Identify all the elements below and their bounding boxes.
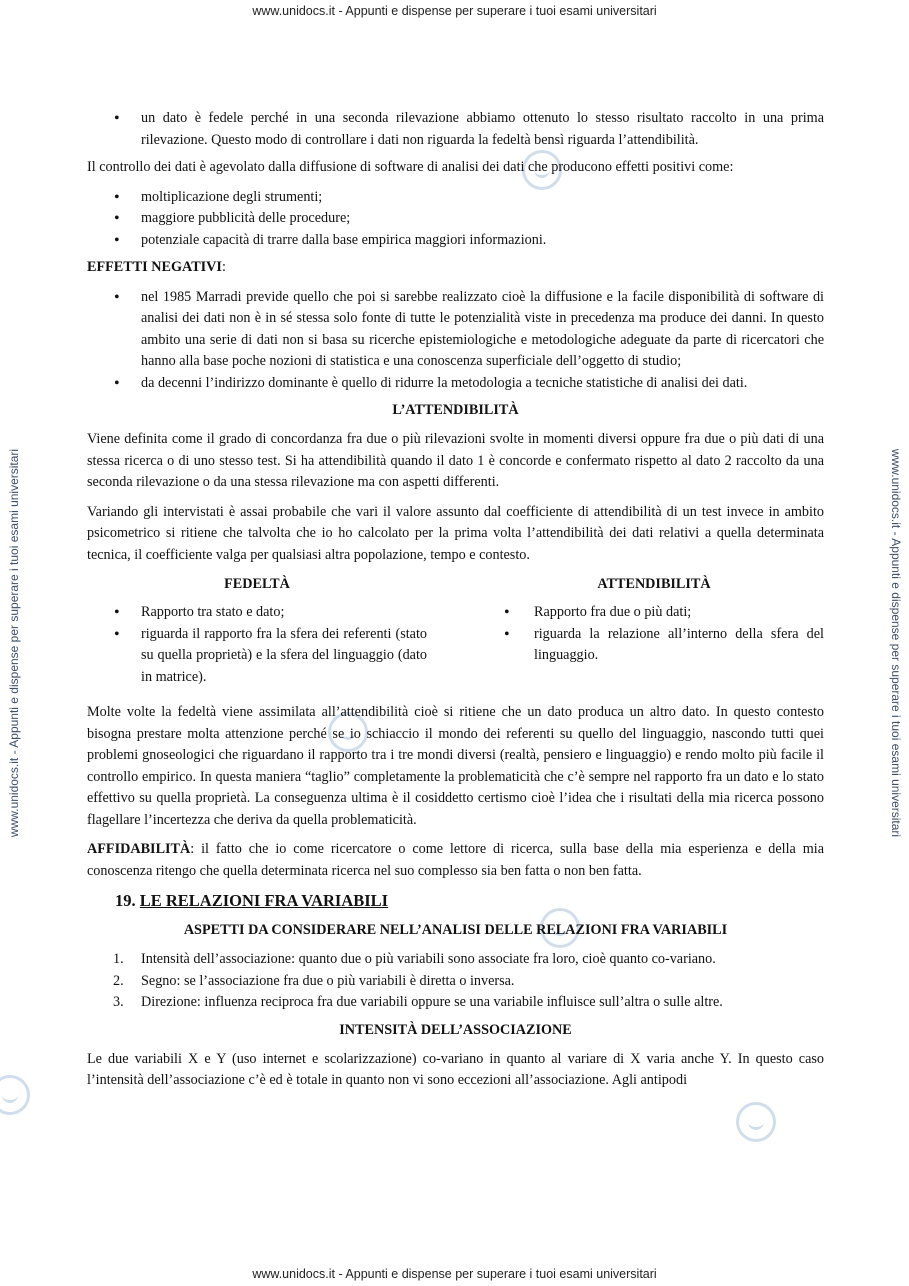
attendibilita-paragraph-1: Viene definita come il grado di concordanza fra due o più rilevazioni svolte in momenti diversi oppure fra due o più dati di una stessa ricerca o di uno stesso test. Si ha attendibilità quando il dato 1 è concorde e confermato rispetto al dato 2 raccolto da una seconda rilevazione o da una stessa rilevazione ma con aspetti differenti. xyxy=(87,431,824,490)
list-item: • Rapporto tra stato e dato; xyxy=(87,602,427,624)
negative-effects-heading xyxy=(87,257,824,279)
list-item xyxy=(87,992,824,1014)
list-item xyxy=(87,971,824,993)
affidabilita-text: : il fatto che io come ricercatore o come lettore di ricerca, sulla base della mia esperienza e della mia conoscenza ritengo che quella determinata ricerca nel suo complesso sia ben fatta o non ben fatta. xyxy=(87,841,824,879)
section-19-title xyxy=(115,890,824,912)
list-item: • potenziale capacità di trarre dalla base empirica maggiori informazioni. xyxy=(87,230,824,252)
list-number: 1. xyxy=(113,951,124,967)
section-number: 19. xyxy=(115,891,136,910)
software-paragraph: Il controllo dei dati è agevolato dalla diffusione di software di analisi dei dati che producono effetti positivi come: xyxy=(87,159,734,175)
list-item: • Rapporto fra due o più dati; xyxy=(484,602,824,624)
list-item: • nel 1985 Marradi previde quello che poi si sarebbe realizzato cioè la diffusione e la facile disponibilità di software di analisi dei dati non è in sé stessa solo fonte di tutte le potenzialità viste in precedenza ma produce dei danni. In questo ambito una serie di dati non si basa su ricerche epistemiologiche e metodologiche adeguate da parte di ricercatori che hanno alla base poche nozioni di statistica e una conoscenza superficiale dell’oggetto di studio; xyxy=(87,287,824,373)
watermark-logo-icon xyxy=(0,1075,30,1115)
list-number: 2. xyxy=(113,972,124,989)
list-item: • un dato è fedele perché in una seconda rilevazione abbiamo ottenuto lo stesso risultato raccolto in una prima rilevazione. Questo modo di controllare i dati non riguarda la fedeltà bensì riguarda l’attendibilità. xyxy=(87,108,824,151)
fedelta-attendibilita-paragraph: Molte volte la fedeltà viene assimilata all’attendibilità cioè si ritiene che un dato produca un altro dato. In questo contesto bisogna prestare molta attenzione perché se io schiaccio il mondo dei referenti su quello del linguaggio, nascondo tutti quei problemi gnoseologici che riguardano il rapporto tra i tre mondi diversi (realtà, pensiero e linguaggio) e rendo molto più facile il controllo empirico. In questa maniera “taglio” completamente la problematicità che c’è sempre nel rapporto fra un dato e lo stato effettivo su quella proprietà. La conseguenza ultima è il cosiddetto certismo cioè l’idea che i risultati della mia ricerca possono flagellare l’incertezza che deriva da quella problematicità. xyxy=(87,704,824,828)
list-text: Intensità dell’associazione: quanto due o più variabili sono associate fra loro, cioè quanto co-variano. xyxy=(141,951,716,967)
intensita-heading: INTENSITÀ DELL’ASSOCIAZIONE xyxy=(339,1021,572,1038)
negative-effects-colon: : xyxy=(221,259,226,275)
attendibilita-paragraph-2: Variando gli intervistati è assai probabile che vari il valore assunto dal coefficiente di attendibilità di un test invece in ambito psicometrico si ritiene che talvolta che io ho calcolato per la prima volta l’attendibilità dei dati relativi a quella determinata tecnica, il coefficiente valga per qualsiasi altra popolazione, tempo e contesto. xyxy=(87,503,824,563)
affidabilita-paragraph xyxy=(87,839,824,882)
list-item: • maggiore pubblicità delle procedure; xyxy=(87,208,824,230)
list-item: • da decenni l’indirizzo dominante è quello di ridurre la metodologia a tecniche statistiche di analisi dei dati. xyxy=(87,373,824,395)
aspetti-list xyxy=(87,949,824,1014)
list-item: • riguarda la relazione all’interno della sfera del linguaggio. xyxy=(484,624,824,667)
page-header-watermark: www.unidocs.it - Appunti e dispense per superare i tuoi esami universitari xyxy=(252,4,657,18)
negative-effects-list xyxy=(87,287,824,395)
section-title-text: LE RELAZIONI FRA VARIABILI xyxy=(139,891,389,910)
list-item: • moltiplicazione degli strumenti; xyxy=(87,187,824,209)
attendibilita-title: ATTENDIBILITÀ xyxy=(597,576,711,592)
comparison-columns xyxy=(87,574,824,694)
fedelta-title: FEDELTÀ xyxy=(224,576,290,592)
watermark-logo-icon xyxy=(736,1102,776,1142)
positive-effects-list xyxy=(87,187,824,252)
list-text: Segno: se l’associazione fra due o più variabili è diretta o inversa. xyxy=(141,972,515,989)
negative-effects-label: EFFETTI NEGATIVI xyxy=(87,259,222,275)
page-footer-watermark: www.unidocs.it - Appunti e dispense per superare i tuoi esami universitari xyxy=(252,1267,657,1281)
attendibilita-heading: L’ATTENDIBILITÀ xyxy=(392,402,519,418)
list-item xyxy=(87,949,824,971)
affidabilita-label: AFFIDABILITÀ xyxy=(87,841,191,857)
aspetti-heading: ASPETTI DA CONSIDERARE NELL’ANALISI DELLE RELAZIONI FRA VARIABILI xyxy=(183,922,728,938)
list-text: Direzione: influenza reciproca fra due variabili oppure se una variabile influisce sull’altra o sulle altre. xyxy=(141,994,723,1010)
fedelta-list xyxy=(87,602,427,688)
intro-list xyxy=(87,108,824,151)
document-body xyxy=(87,108,824,1100)
fedelta-column xyxy=(87,574,427,694)
attendibilita-list xyxy=(484,602,824,667)
attendibilita-column xyxy=(484,574,824,694)
intensita-paragraph: Le due variabili X e Y (uso internet e scolarizzazione) co-variano in quanto al variare di X varia anche Y. In questo caso l’intensità dell’associazione c’è ed è totale in quanto non vi sono eccezioni all’associazione. Agli antipodi xyxy=(87,1050,824,1088)
list-item: • riguarda il rapporto fra la sfera dei referenti (stato su quella proprietà) e la sfera del linguaggio (dato in matrice). xyxy=(87,624,427,689)
list-number: 3. xyxy=(113,994,124,1010)
